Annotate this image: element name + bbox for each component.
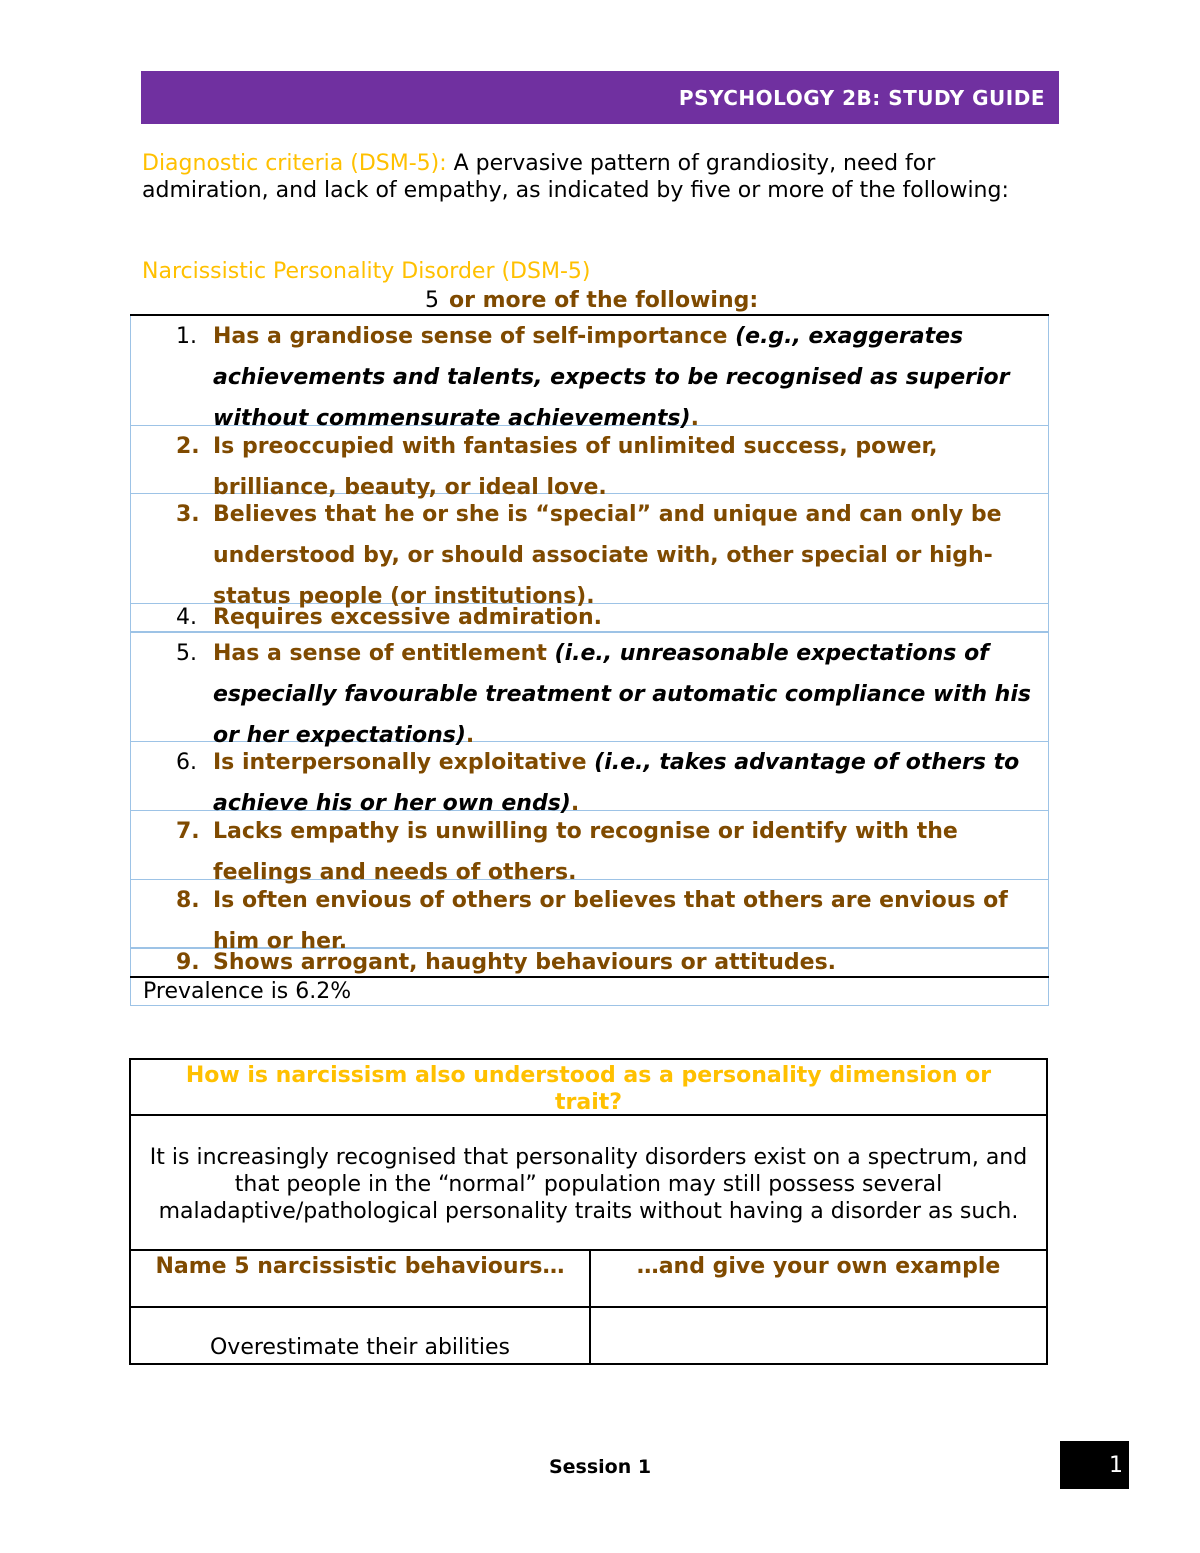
criterion-end: . <box>593 605 603 630</box>
criterion-end: . <box>465 723 475 748</box>
guide-title: PSYCHOLOGY 2B: STUDY GUIDE <box>678 85 1045 110</box>
dimension-answer: It is increasingly recognised that personality disorders exist on a spectrum, and that people in the “normal” population may still possess several maladaptive/pathological personality traits without having a disorder as such. <box>149 1145 1028 1224</box>
criterion-number: 7. <box>176 819 200 844</box>
criterion-number: 8. <box>176 888 200 913</box>
prevalence-text: Prevalence is 6.2% <box>143 979 352 1004</box>
criterion-row <box>131 742 1049 811</box>
criterion-detail: (i.e., unreasonable expectations of especially favourable treatment or automatic compliance with his or her expectations) <box>213 641 1031 748</box>
criterion-text: Is often envious of others or believes that others are envious of him or her. <box>213 888 1008 954</box>
criterion-row <box>131 880 1049 949</box>
question-row <box>130 1059 1047 1115</box>
criteria-count-rest: or more of the following: <box>449 288 759 313</box>
diagnostic-label: Diagnostic criteria (DSM-5): <box>142 151 447 176</box>
criterion-text: Requires excessive admiration <box>213 605 594 630</box>
session-footer: Session 1 <box>548 1456 652 1478</box>
npd-heading: Narcissistic Personality Disorder (DSM-5) <box>142 259 591 284</box>
criterion-text: Has a sense of entitlement <box>213 641 547 666</box>
criterion-end: . <box>570 791 580 816</box>
criterion-detail: (i.e., takes advantage of others to achieve his or her own ends) <box>213 750 1020 816</box>
example-cell[interactable] <box>591 1308 1046 1363</box>
page-number: 1 <box>1060 1441 1129 1489</box>
criteria-count: 5 <box>425 288 439 313</box>
criterion-number: 5. <box>176 641 197 666</box>
dimension-question: How is narcissism also understood as a personality dimension or trait? <box>185 1063 992 1115</box>
criteria-count-line <box>425 288 758 313</box>
criterion-6 <box>131 742 1048 816</box>
criterion-row <box>131 426 1049 494</box>
criterion-5 <box>131 633 1048 748</box>
criterion-text: Lacks empathy is unwilling to recognise or identify with the feelings and needs of others. <box>213 819 958 885</box>
criterion-9 <box>131 949 1048 976</box>
answer-row <box>130 1115 1047 1250</box>
criterion-3 <box>131 494 1048 609</box>
criterion-4 <box>131 604 1048 631</box>
dimension-table <box>129 1058 1048 1365</box>
criterion-text: Believes that he or she is “special” and unique and can only be understood by, or should associate with, other special or high-status people (or institutions). <box>213 502 1002 609</box>
criterion-text: Is interpersonally exploitative <box>213 750 587 775</box>
criterion-number: 3. <box>176 502 200 527</box>
criterion-text: Shows arrogant, haughty behaviours or attitudes. <box>213 950 837 975</box>
criterion-8 <box>131 880 1048 954</box>
behaviour-cell: Overestimate their abilities <box>209 1335 510 1360</box>
criterion-number: 2. <box>176 434 200 459</box>
criterion-row <box>131 948 1049 977</box>
criterion-number: 1. <box>176 324 197 349</box>
criterion-row <box>131 494 1049 604</box>
criterion-end: . <box>690 406 699 431</box>
criterion-detail: (e.g., exaggerates achievements and talents, expects to be recognised as superior without commensurate achievements) <box>213 324 1010 431</box>
diagnostic-intro <box>142 150 1052 204</box>
diagnostic-text: A pervasive pattern of grandiosity, need for admiration, and lack of empathy, as indicated by five or more of the following: <box>142 151 1009 203</box>
criterion-number: 6. <box>176 750 197 775</box>
criterion-number: 4. <box>176 605 197 630</box>
criterion-1 <box>131 316 1048 431</box>
criterion-row <box>131 632 1049 742</box>
criteria-table <box>130 314 1049 1006</box>
criterion-row <box>131 315 1049 426</box>
criterion-row <box>131 604 1049 633</box>
behaviours-column-header: Name 5 narcissistic behaviours… <box>155 1254 565 1279</box>
table-row <box>130 1307 1047 1364</box>
criterion-text: Has a grandiose sense of self-importance <box>213 324 728 349</box>
criterion-text: Is preoccupied with fantasies of unlimited success, power, brilliance, beauty, or ideal love. <box>213 434 938 500</box>
criterion-row <box>131 811 1049 880</box>
criterion-2 <box>131 426 1048 500</box>
column-header-row <box>130 1250 1047 1307</box>
header-banner <box>141 71 1059 124</box>
example-column-header: …and give your own example <box>636 1254 1001 1279</box>
criterion-number: 9. <box>176 950 200 975</box>
criterion-7 <box>131 811 1048 885</box>
prevalence-row <box>131 977 1049 1006</box>
